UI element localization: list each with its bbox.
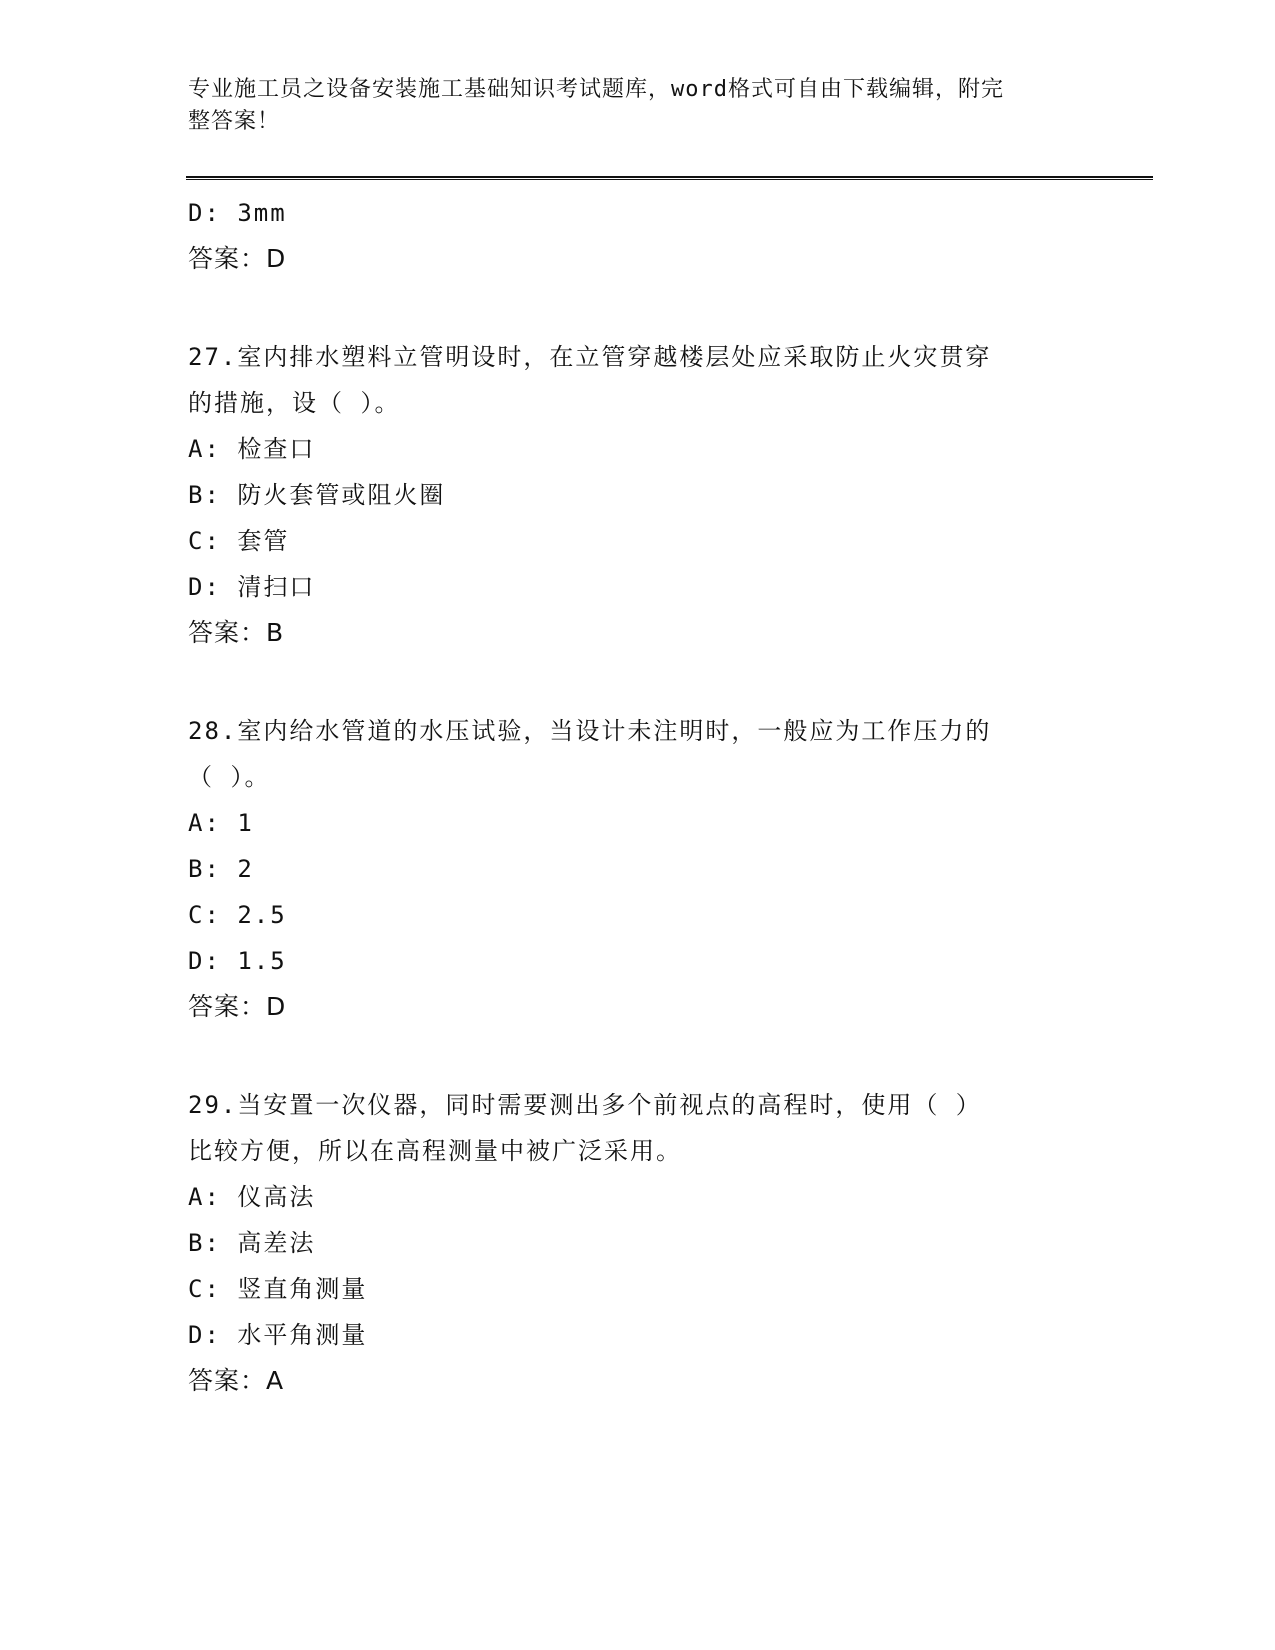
option-a: A: 仪高法 xyxy=(188,1183,316,1211)
option-d: D: 清扫口 xyxy=(188,573,316,601)
question-text-line-2: 的措施，设（ ）。 xyxy=(188,389,401,417)
option-b: B: 防火套管或阻火圈 xyxy=(188,481,446,509)
question-28 xyxy=(188,708,1088,1030)
header-line-1: 专业施工员之设备安装施工基础知识考试题库，word格式可自由下载编辑，附完 xyxy=(188,77,1004,102)
answer-label: 答案：D xyxy=(188,244,287,273)
spacer xyxy=(188,1030,1088,1082)
question-text-line-1: 27.室内排水塑料立管明设时，在立管穿越楼层处应采取防止火灾贯穿 xyxy=(188,343,992,371)
option-d: D: 3mm xyxy=(188,199,287,227)
question-text-line-1: 29.当安置一次仪器，同时需要测出多个前视点的高程时，使用（ ） xyxy=(188,1091,982,1119)
option-c: C: 套管 xyxy=(188,527,290,555)
option-b: B: 2 xyxy=(188,855,254,883)
question-text-line-2: 比较方便，所以在高程测量中被广泛采用。 xyxy=(188,1137,682,1165)
spacer xyxy=(188,656,1088,708)
option-c: C: 2.5 xyxy=(188,901,287,929)
option-c: C: 竖直角测量 xyxy=(188,1275,368,1303)
question-27 xyxy=(188,334,1088,656)
document-header xyxy=(188,74,1068,138)
question-text-line-1: 28.室内给水管道的水压试验，当设计未注明时，一般应为工作压力的 xyxy=(188,717,992,745)
option-a: A: 1 xyxy=(188,809,254,837)
header-line-2: 整答案！ xyxy=(188,109,281,134)
spacer xyxy=(188,282,1088,334)
option-d: D: 水平角测量 xyxy=(188,1321,368,1349)
option-a: A: 检查口 xyxy=(188,435,316,463)
question-text-line-2: （ ）。 xyxy=(188,763,271,791)
previous-question-tail xyxy=(188,190,1088,282)
answer-label: 答案：B xyxy=(188,618,285,647)
header-divider xyxy=(186,176,1153,180)
option-b: B: 高差法 xyxy=(188,1229,316,1257)
answer-label: 答案：A xyxy=(188,1366,285,1395)
question-29 xyxy=(188,1082,1088,1404)
answer-label: 答案：D xyxy=(188,992,287,1021)
option-d: D: 1.5 xyxy=(188,947,287,975)
question-content xyxy=(188,190,1088,1404)
